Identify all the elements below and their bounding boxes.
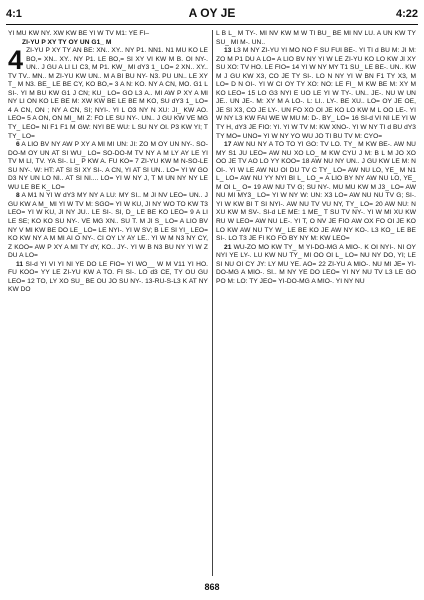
header-chapter-verse-start: 4:1 [6, 8, 22, 20]
verse-paragraph [216, 244, 416, 287]
verse-paragraph [8, 141, 208, 192]
verse-paragraph [216, 47, 416, 141]
verse-text: A M1 N YI W dY3 MY NY A LU: MY SI.. M JI NV LEO= UN.. J GU KW A M_ MI YI W TV M: SGO= YI W KU, JI NY WO TO KW T3 LEO= YI W KU, JI NY JU.. LE SI-. SI, D_ LE BE KO LEO= 9 A LI LE SE; KO KO SU NY-. VE MG XN.. SU T. M JI S_ LO= A LIO BV NY V MI KW BE DO LE_ LO= LE NYI-. YI W SV; B LE SI YI_ LEO= KO KW NY A M MI AI O NY-. CI OY LY AY LE.. YI W M N3 NY CY, Z KOO= AW P XY A MI TY dY, KO.. JY-. YI W B N3 BU NY YI W Z DU A LO= [8, 192, 208, 260]
chapter-number: 4 [8, 47, 24, 76]
verse-text: L3 M NY ZI-YU YI MO NO F SU FUI BE-. YI TI d BU M: JI M: ZO M P1 DU A LO= A LIO BV NY YI W LE ZI-YU KO LO KW JI XY SU XO: TV HO. LE FIO= 14 YI W NY MY T1 SU_ LE BE-. UN.. KW M J GU KW X3, CO JE TY SI-. LO N NY YI W BN F1 TY X3, M LO= D N OI-. YI W CI OY TY XO: NO: LE FI_ M KW BE M: XY M KO LEO= 15 LO G3 NYI E UO LE YI W TY-. UN.. JE-. NU W UN JE.. UN JE-. M: XY M A LO-. L: LI.. LY-. BE XU.. LO= OY JE OE, JE SI X3, CO JE LY-. UN FO XO OI JE KO LO KW M L OO LE-. YI W NY L3 KW FAI WE W MU M: D-. BY_ LO= 16 SI-d VI NI LE YI W TY H, dY3 JE FIO: YI. YI W TV M: KW XNO-. YI W NY TI d BU dY3 TY MO= UNO= YI W NY YO WU JO TI BU TV M: CYO= [216, 47, 416, 140]
verse-number: 13 [224, 47, 232, 55]
left-column [8, 30, 208, 578]
verse-paragraph [216, 141, 416, 244]
verse-text: WU-ZO MO KW TY_ M YI-DO-MG A MIO-. K OI NYI-. NI OY NYI YE LY-. LU KW NU TY_ MI OO OI L_ LO= NU NY DO, YI; LE SI NU OI CY JY: LY MU YE. AO= 22 ZI-YU A MIO-. NU MI JE= YI-DO-MG A MIO-. SI.. M NY YE DO LEO= YI NY NU TV L3 LE GO PO M: LO: TY JEO= YI-DO-MG A MIO-. YI NY NU [216, 243, 416, 285]
verse-paragraph [216, 30, 416, 47]
verse-text: AW NU NY A TO TO YI GO: TV LO. TY_ M KW BE-. AW NU MY S1 JU LEO= AW NU XO LO_ M KW CYU J M: B L M JO XO OO JE TV AO LO YY KOO= 18 AW NU NY UN.. J GU KW LE M: N OI-. YI W LE AW NU OI DU TV C TY_ LO= AW NU LO, YE_ M N1 L_ LO= AW NU YY NYI BI L_ LO_= A LIO BY NY AW NU LO, YE_ M OI L_ O= 19 AW NU TV G; SU NY-. MU MU KW M J3_ LO= AW NU MI MY3_ LO= YI W NY W: UN: X3 LO= AW NU NU TV G; SI-. YI W KW BI T SI NYI-. AW NU TV VU NY, TY_ LO= 20 AW NU: N XU KW M SV-. SI-d LE ME: 1 ME_ T SU TV NY-. YI W MI XU KW RU W LEO= AW NU LE-. YI T, O NV JE FIO AW OX FO OI JE KO LO KW AW NU TY W_ LE BE KO JE AW NY KO-. L3 KO_ LE BE SI-. LO T3 JE FI KO FO BY NY M: KW LEO= [216, 141, 416, 243]
section-heading: ZI-YU P XY TY OY UN G1_ M [22, 38, 112, 46]
intro-paragraph: YI MU KW NY. XW KW BE YI W TV M1: YE FI– [8, 30, 150, 37]
chapter-block [8, 47, 208, 141]
verse-text: SI-d YI VI YI NI YE DO LE FIO= YI WO__ W M V11 YI HO. FU KOO= YY LE ZI-YU KW A TO. FI SI-. LO d3 CE, TY OU GU LEO= 12 TO, LY XO SU_ BE OU JO SU NY-. 13-RU-S-L3 K AT NY KW DO [8, 260, 208, 294]
verse-text: L B L_ M TY-. MI NV KW M W TI BU_ BE MI NV LU. A UN KW TY SU_ MI M-. UN.. [216, 30, 416, 46]
page-header [6, 2, 418, 24]
header-chapter-verse-end: 4:22 [395, 8, 418, 20]
right-column [216, 30, 416, 578]
verse-number: 11 [16, 260, 24, 268]
header-rule [6, 24, 418, 25]
verse-number: 6 [16, 141, 20, 149]
chapter-opening-text: ZI-YU P XY TY AN BE: XN.. XY.. NY P1. NN1. N1 MU KO LE BO,= XN.. XY.. NY P1. LE BO,= SI XY VI KW M B. OI NY-. UN.. J GU A LI LI C3, M P1. KW_ MI dY3 1_ LO= 2 XN.. XY.. TV TV.. MN.. M ZI-YU KW UN.. M A BI BU NY- N3. PU UN.. LE XY T_ M N3. BE_ LE BE CY, KO BO,= 3 A N: KO. NY A CN, MO. G1 L SI-. YI M BU KW G1 J CN; KU_ LO= GO L3 A.. MI AW P XY A MI NY LI ON KO LE BE M: XW KW BE LE BE M KO, SU dY3 1_ LO= 4 A CN, ON ; NY A CN, SI; NYI-. YI L O3 NY N XU: JI_ KW AO. LEO= 5 A ON, ON MI_ MI Z: FO LE SU NY-. UN.. J GU KW VE MG TY_ LEO= NI F1 F1 M GW: NYI BE WU: L SU NY OI. P3 KW YI; T TY_ LO= [8, 47, 208, 140]
verse-number: 21 [224, 243, 232, 251]
verse-paragraph [8, 261, 208, 295]
page-number: 868 [204, 582, 220, 592]
verse-text: A LIO BV NY AW P XY A MI MI UN: JI: ZO M OY UN NY-. SO-DO-M OY UN AT SI WU_ LO= SO-DO-M TV NY A M LY AY LE YI TV M LI, TV. YA SI-. LI_ P KW A. FU KO= 7 ZI-YU KW M N-SO-LE SU NY-. W: HT: AT SI SI XY SI-. A CN, YI AT SI UN.. LO= YI W GO D3 NY UN LO NI.. AT SI NI.... LO= YI W NY J, T M UN NY NY LE WU LE BE K_ LO= [8, 141, 208, 191]
header-book-title: A OY JE [188, 6, 236, 20]
verse-number: 17 [224, 141, 232, 149]
column-divider [212, 30, 213, 576]
verse-number: 8 [16, 192, 20, 200]
verse-paragraph [8, 192, 208, 260]
